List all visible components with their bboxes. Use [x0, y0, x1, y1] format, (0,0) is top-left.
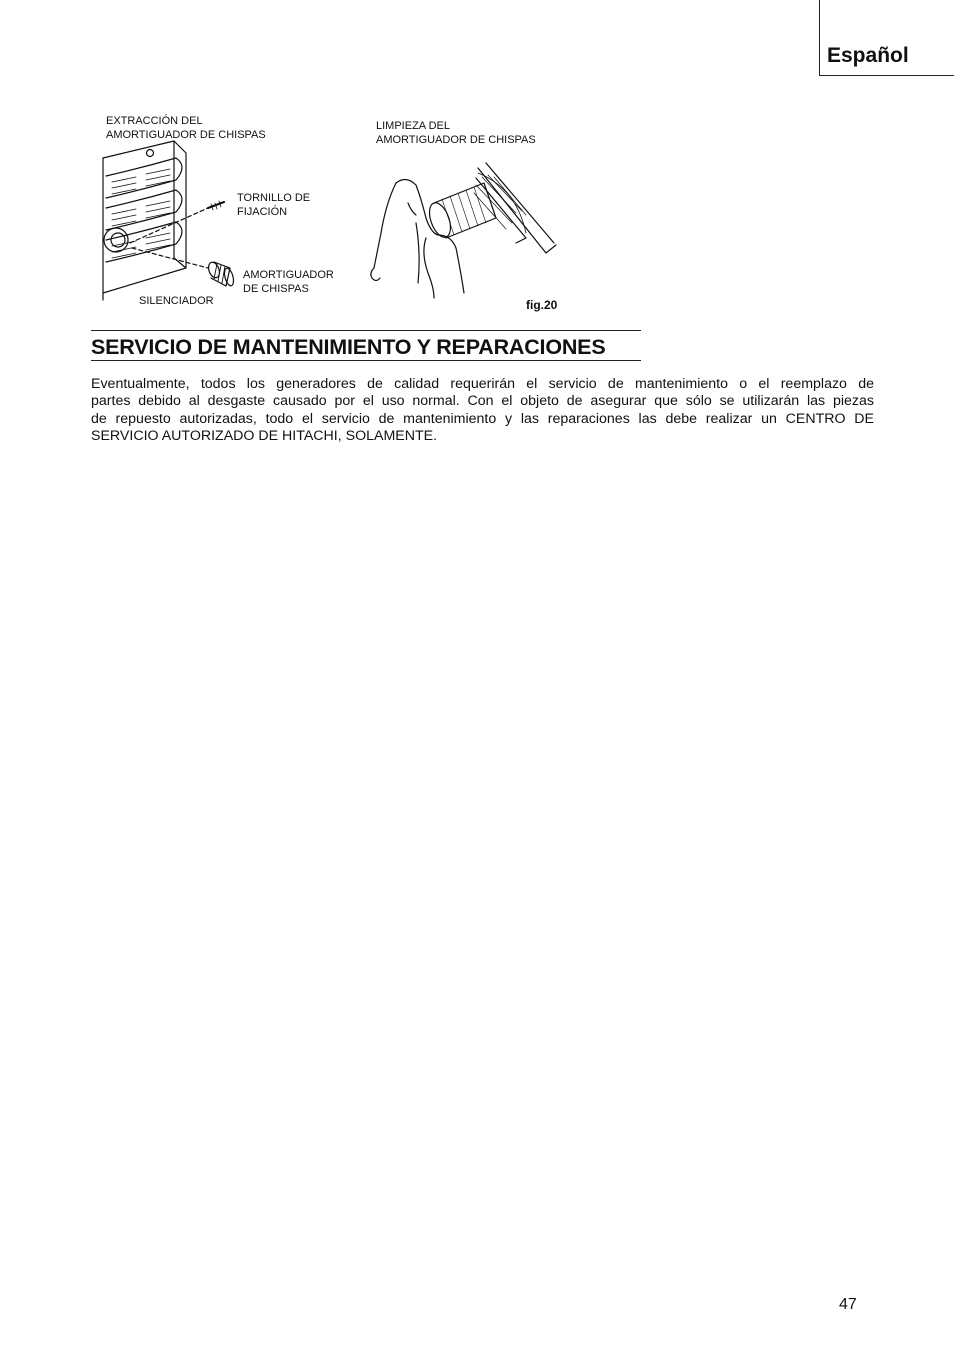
paragraph-line: de repuesto autorizadas, todo el servicio de mantenimiento y las reparaciones las debe realizar un CENTRO DE	[91, 410, 874, 427]
spark-arrester-figure	[96, 108, 576, 323]
label-spark-arrester-removal: EXTRACCIÓN DEL AMORTIGUADOR DE CHISPAS	[106, 115, 266, 141]
maintenance-paragraph	[91, 376, 874, 446]
paragraph-line: SERVICIO AUTORIZADO DE HITACHI, SOLAMENTE.	[91, 428, 438, 445]
paragraph-line: Eventualmente, todos los generadores de calidad requerirán el servicio de mantenimiento o el reemplazo de	[91, 376, 874, 392]
section-title: SERVICIO DE MANTENIMIENTO Y REPARACIONES	[91, 335, 606, 359]
cleaning-drawing	[371, 163, 556, 298]
figure-caption: fig.20	[526, 298, 558, 312]
label-spark-arrester: AMORTIGUADOR DE CHISPAS	[243, 269, 334, 295]
screw-drawing	[130, 201, 224, 243]
label-spark-arrester-cleaning: LIMPIEZA DEL AMORTIGUADOR DE CHISPAS	[376, 120, 536, 146]
page-number: 47	[839, 1296, 857, 1313]
language-label: Español	[827, 44, 909, 67]
label-muffler: SILENCIADOR	[139, 295, 214, 307]
section-heading	[91, 330, 641, 361]
language-tab	[819, 0, 954, 76]
muffler-drawing	[103, 141, 186, 300]
label-set-screw: TORNILLO DE FIJACIÓN	[237, 192, 311, 218]
paragraph-line: partes debido al desgaste causado por el uso normal. Con el objeto de asegurar que sólo se utilizarán las piezas	[91, 393, 874, 410]
spark-arrester-drawing	[132, 248, 235, 287]
